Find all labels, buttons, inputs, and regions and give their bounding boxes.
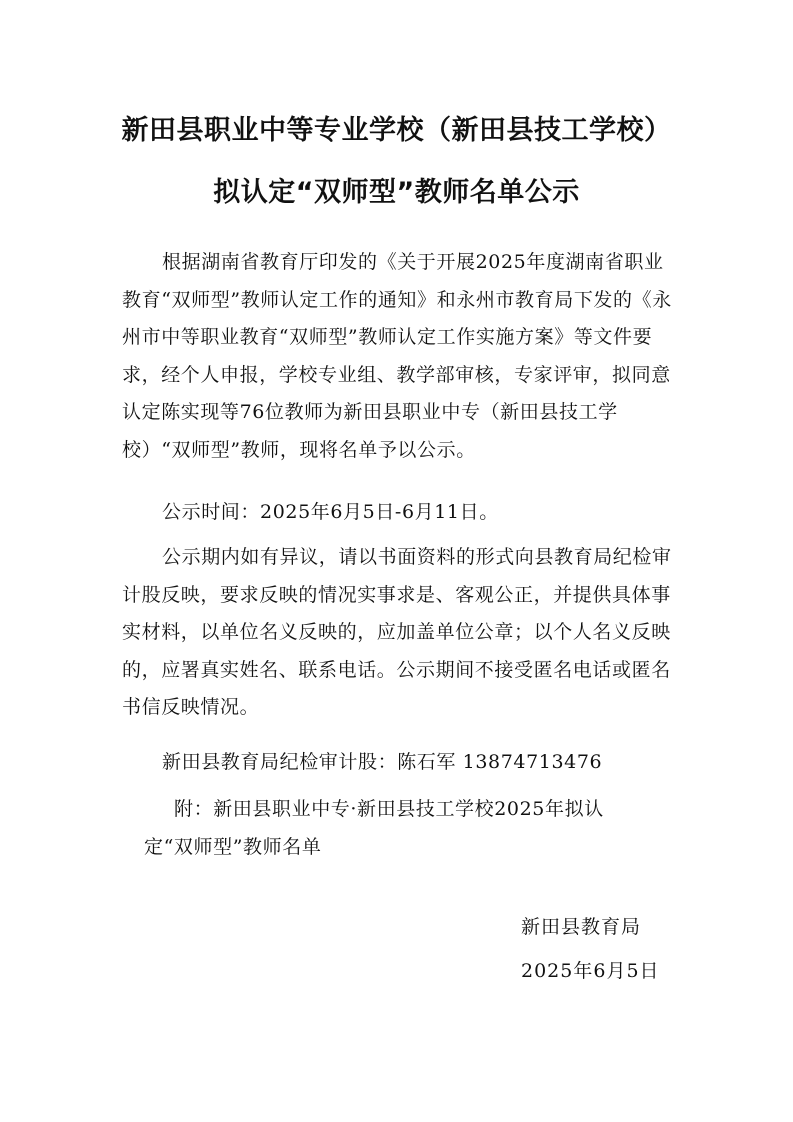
document-title-line1: 新田县职业中等专业学校（新田县技工学校）	[121, 115, 672, 146]
document-title-line2: 拟认定“双师型”教师名单公示	[213, 177, 580, 208]
attachment-line1: 附：新田县职业中专·新田县技工学校2025年拟认	[174, 798, 604, 820]
signature-organization: 新田县教育局	[521, 916, 642, 938]
paragraph-objection-instructions: 公示期内如有异议，请以书面资料的形式向县教育局纪检审计股反映，要求反映的情况实事求是、客观公正，并提供具体事实材料，以单位名义反映的，应加盖单位公章；以个人名义反映的，应署真实姓名、联系电话。公示期间不接受匿名电话或匿名书信反映情况。	[122, 546, 672, 718]
attachment-note	[122, 791, 682, 866]
paragraph-basis: 根据湖南省教育厅印发的《关于开展2025年度湖南省职业教育“双师型”教师认定工作的通知》和永州市教育局下发的《永州市中等职业教育“双师型”教师认定工作实施方案》等文件要求，经个人申报，学校专业组、教学部审核，专家评审，拟同意认定陈实现等76位教师为新田县职业中专（新田县技工学校）“双师型”教师，现将名单予以公示。	[122, 251, 672, 461]
contact-line: 新田县教育局纪检审计股：陈石军 13874713476	[162, 751, 603, 773]
attachment-line2: 定“双师型”教师名单	[144, 835, 322, 858]
signature-date: 2025年6月5日	[521, 960, 660, 982]
paragraph-publicity-period: 公示时间：2025年6月5日-6月11日。	[162, 501, 499, 523]
